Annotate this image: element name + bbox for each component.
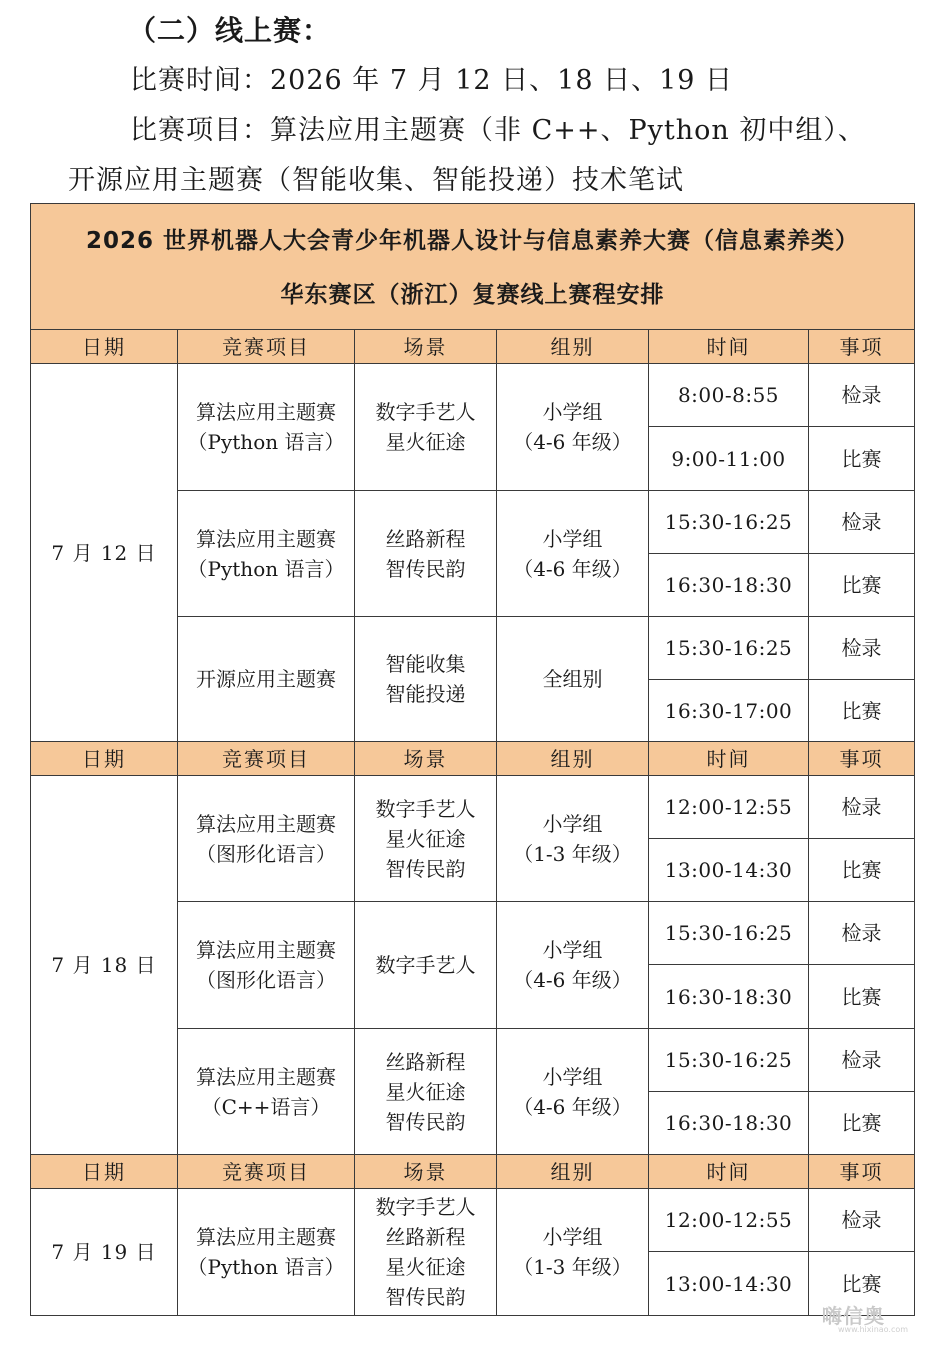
group-line: 全组别 (542, 667, 603, 691)
group-cell (497, 1029, 649, 1155)
project-cell (178, 617, 355, 742)
schedule-table (30, 203, 915, 1316)
scene-cell (355, 776, 497, 902)
time-cell: 15:30-16:25 (649, 491, 809, 554)
scene-line: 智能收集 (385, 652, 466, 676)
scene-line: 丝路新程 (385, 526, 466, 551)
time-cell: 16:30-17:00 (649, 680, 809, 742)
header-row (31, 330, 915, 364)
time-cell: 15:30-16:25 (649, 617, 809, 680)
item-cell: 检录 (809, 902, 915, 965)
item-cell: 比赛 (809, 1252, 915, 1316)
table-row (31, 364, 915, 427)
project-line: 算法应用主题赛 (196, 1225, 336, 1249)
scene-cell (355, 491, 497, 617)
group-line: （4-6 年级） (513, 1094, 632, 1119)
group-line: 小学组 (542, 1064, 603, 1089)
scene-cell (355, 1029, 497, 1155)
scene-cell (355, 902, 497, 1029)
header-scene: 场景 (355, 742, 497, 776)
group-line: 小学组 (542, 938, 603, 962)
table-title (31, 204, 915, 330)
competition-items-line-2: 开源应用主题赛（智能收集、智能投递）技术笔试 (68, 165, 684, 196)
section-heading: （二）线上赛： (128, 14, 332, 47)
date-cell: 7 月 19 日 (31, 1189, 178, 1316)
project-cell (178, 776, 355, 902)
time-cell: 13:00-14:30 (649, 1252, 809, 1316)
scene-line: 数字手艺人 (375, 796, 476, 821)
time-cell: 16:30-18:30 (649, 554, 809, 617)
time-cell: 13:00-14:30 (649, 839, 809, 902)
project-line: （Python 语言） (187, 1255, 345, 1279)
header-time: 时间 (649, 330, 809, 364)
project-line: 开源应用主题赛 (196, 667, 336, 691)
project-line: （C++语言） (201, 1094, 331, 1119)
item-cell: 比赛 (809, 839, 915, 902)
group-line: 小学组 (542, 526, 603, 551)
time-cell: 15:30-16:25 (649, 902, 809, 965)
group-line: （1-3 年级） (513, 841, 632, 866)
scene-line: 星火征途 (385, 826, 466, 851)
group-line: 小学组 (542, 1225, 603, 1249)
header-time: 时间 (649, 742, 809, 776)
time-cell: 16:30-18:30 (649, 965, 809, 1029)
header-date: 日期 (31, 330, 178, 364)
header-date: 日期 (31, 1155, 178, 1189)
project-cell (178, 1189, 355, 1316)
group-line: （4-6 年级） (513, 556, 632, 581)
scene-line: 数字手艺人 (375, 400, 476, 424)
date-cell: 7 月 12 日 (31, 364, 178, 742)
time-cell: 16:30-18:30 (649, 1092, 809, 1155)
header-group: 组别 (497, 1155, 649, 1189)
group-line: （4-6 年级） (513, 968, 632, 992)
group-cell (497, 364, 649, 491)
project-cell (178, 902, 355, 1029)
header-row (31, 1155, 915, 1189)
watermark-url: www.hixinao.com (838, 1325, 909, 1334)
time-cell: 8:00-8:55 (649, 364, 809, 427)
scene-line: 星火征途 (385, 1255, 466, 1279)
header-time: 时间 (649, 1155, 809, 1189)
scene-line: 星火征途 (385, 430, 466, 454)
item-cell: 比赛 (809, 680, 915, 742)
scene-line: 智传民韵 (385, 556, 466, 581)
group-cell (497, 902, 649, 1029)
time-cell: 12:00-12:55 (649, 776, 809, 839)
item-cell: 检录 (809, 1029, 915, 1092)
scene-line: 智传民韵 (385, 856, 466, 881)
project-line: 算法应用主题赛 (196, 938, 336, 962)
watermark-logo: 嗨信奥 (822, 1304, 885, 1328)
item-cell: 比赛 (809, 554, 915, 617)
group-line: 小学组 (542, 811, 603, 836)
scene-line: 智传民韵 (385, 1285, 466, 1309)
project-line: （Python 语言） (187, 556, 345, 581)
item-cell: 检录 (809, 1189, 915, 1252)
project-line: 算法应用主题赛 (196, 526, 336, 551)
project-line: （图形化语言） (196, 968, 336, 992)
item-cell: 比赛 (809, 1092, 915, 1155)
table-title-line-2: 华东赛区（浙江）复赛线上赛程安排 (280, 281, 665, 308)
header-project: 竞赛项目 (178, 1155, 355, 1189)
header-project: 竞赛项目 (178, 742, 355, 776)
scene-cell (355, 617, 497, 742)
item-cell: 检录 (809, 491, 915, 554)
table-title-line-1: 2026 世界机器人大会青少年机器人设计与信息素养大赛（信息素养类） (86, 227, 860, 254)
header-item: 事项 (809, 330, 915, 364)
header-item: 事项 (809, 1155, 915, 1189)
project-cell (178, 491, 355, 617)
scene-line: 智能投递 (385, 682, 466, 706)
group-line: （1-3 年级） (513, 1255, 632, 1279)
project-line: 算法应用主题赛 (196, 400, 336, 424)
table-row (31, 1189, 915, 1252)
scene-line: 丝路新程 (385, 1225, 466, 1249)
item-cell: 检录 (809, 364, 915, 427)
competition-items-line-1: 比赛项目：算法应用主题赛（非 C++、Python 初中组）、 (130, 115, 866, 146)
project-cell (178, 364, 355, 491)
date-cell: 7 月 18 日 (31, 776, 178, 1155)
scene-cell (355, 364, 497, 491)
item-cell: 检录 (809, 617, 915, 680)
scene-line: 智传民韵 (385, 1109, 466, 1134)
scene-line: 丝路新程 (385, 1049, 466, 1074)
scene-line: 星火征途 (385, 1079, 466, 1104)
competition-time-line: 比赛时间：2026 年 7 月 12 日、18 日、19 日 (130, 65, 734, 96)
item-cell: 比赛 (809, 965, 915, 1029)
group-cell (497, 776, 649, 902)
header-project: 竞赛项目 (178, 330, 355, 364)
group-cell (497, 491, 649, 617)
project-line: 算法应用主题赛 (196, 1064, 336, 1089)
item-cell: 比赛 (809, 427, 915, 491)
table-row (31, 776, 915, 839)
project-line: （Python 语言） (187, 430, 345, 454)
header-item: 事项 (809, 742, 915, 776)
group-cell (497, 1189, 649, 1316)
header-row (31, 742, 915, 776)
scene-line: 数字手艺人 (375, 1195, 476, 1219)
time-cell: 12:00-12:55 (649, 1189, 809, 1252)
header-scene: 场景 (355, 330, 497, 364)
header-date: 日期 (31, 742, 178, 776)
group-line: 小学组 (542, 400, 603, 424)
time-cell: 9:00-11:00 (649, 427, 809, 491)
project-line: （图形化语言） (196, 841, 336, 866)
header-scene: 场景 (355, 1155, 497, 1189)
project-cell (178, 1029, 355, 1155)
scene-line: 数字手艺人 (375, 953, 476, 977)
scene-cell (355, 1189, 497, 1316)
project-line: 算法应用主题赛 (196, 811, 336, 836)
header-group: 组别 (497, 742, 649, 776)
item-cell: 检录 (809, 776, 915, 839)
time-cell: 15:30-16:25 (649, 1029, 809, 1092)
header-group: 组别 (497, 330, 649, 364)
group-cell (497, 617, 649, 742)
group-line: （4-6 年级） (513, 430, 632, 454)
